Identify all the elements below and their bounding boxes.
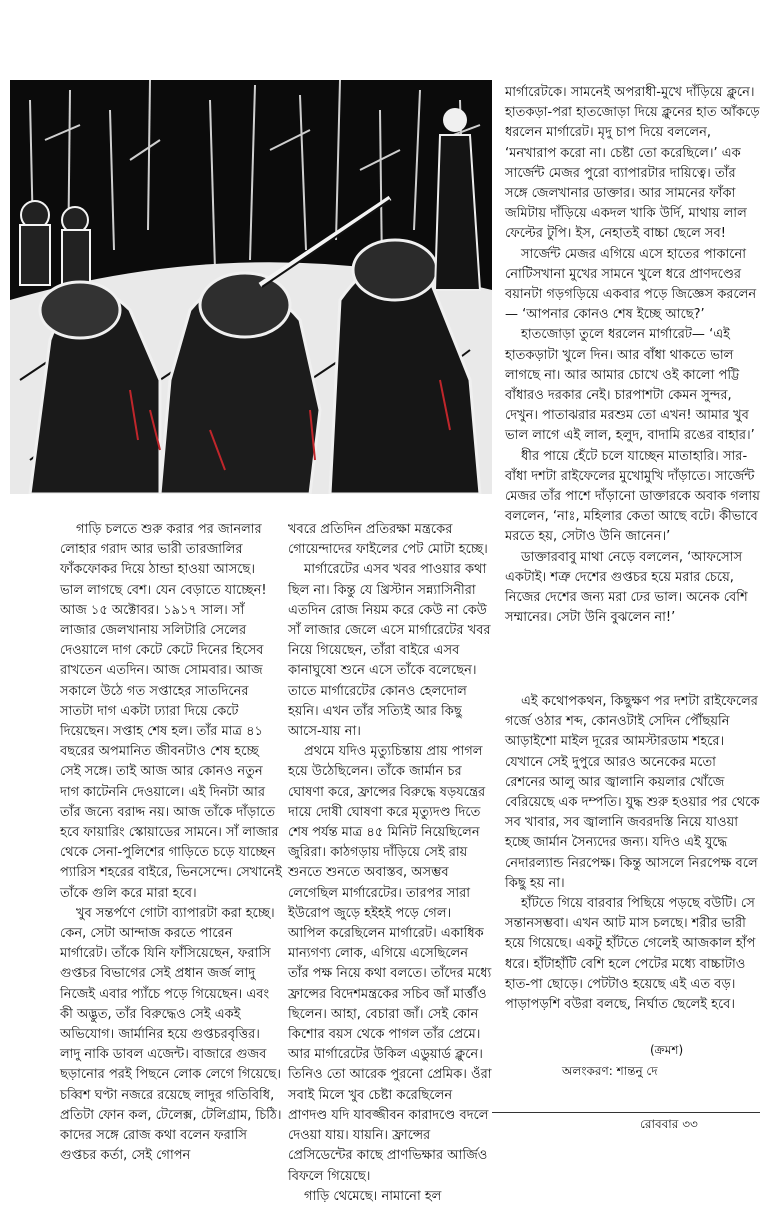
paragraph: খবরে প্রতিদিন প্রতিরক্ষা মন্ত্রকের গোয়েন্দাদের ফাইলের পেট মোটা হচ্ছে।	[288, 522, 488, 558]
paragraph: মার্গারেটকে। সামনেই অপরাধী-মুখে দাঁড়িয়ে ক্লুনে। হাতকড়া-পরা হাতজোড়া দিয়ে ক্লুনের হাত আঁকড়ে ধরলেন মার্গারেট। মৃদু চাপ দিয়ে বললেন, ‘মনখারাপ করো না। চেষ্টা তো করেছিলে।’ এক সার্জেন্ট মেজর পুরো ব্যাপারটার দায়িত্বে। তাঁর সঙ্গে জেলখানার ডাক্তার। আর সামনের ফাঁকা জমিটায় দাঁড়িয়ে একদল খাকি উর্দি, মাথায় লাল ফেল্টের টুপি। ইস, নেহাতই বাচ্চা ছেলে সব!	[505, 85, 760, 242]
illustration-drawing	[10, 80, 492, 494]
paragraph: গাড়ি চলতে শুরু করার পর জানলার লোহার গরাদ আর ভারী তারজালির ফাঁকফোকর দিয়ে ঠান্ডা হাওয়া আসছে। ভাল লাগছে বেশ। যেন বেড়াতে যাচ্ছেন! আজ ১৫ অক্টোবর। ১৯১৭ সাল। সাঁ লাজার জেলখানায় সলিটারি সেলের দেওয়ালে দাগ কেটে কেটে দিনের হিসেব রাখতেন এতদিন। আজ সোমবার। আজ সকালে উঠে গত সপ্তাহের সাতদিনের সাতটা দাগ একটা ঢ্যারা দিয়ে কেটে দিয়েছেন। সপ্তাহ শেষ হল। তাঁর মাত্র ৪১ বছরের অপমানিত জীবনটাও শেষ হচ্ছে সেই সঙ্গে। তাই আজ আর কোনও নতুন দাগ কাটেননি দেওয়ালে। এই দিনটা আর তাঁর জন্যে বরাদ্দ নয়। আজ তাঁকে দাঁড়াতে হবে ফায়ারিং স্কোয়াডের সামনে। সাঁ লাজার থেকে সেনা-পুলিশের গাড়িতে চড়ে যাচ্ছেন প্যারিস শহরের বাইরে, ভিনসেন্দে। সেখানেই তাঁকে গুলি করে মারা হবে।	[60, 522, 282, 901]
column-one	[60, 520, 282, 1167]
right-column-bottom	[505, 692, 760, 1015]
paragraph: মার্গারেটের এসব খবর পাওয়ার কথা ছিল না। কিন্তু যে খ্রিস্টান সন্ন্যাসিনীরা এতদিন রোজ নিয়ম করে কেউ না কেউ সাঁ লাজার জেলে এসে মার্গারেটের খবর নিয়ে গিয়েছেন, তাঁরা বাইরে এসব কানাঘুষো শুনে এসে তাঁকে বলেছেন। তাতে মার্গারেটের কোনও হেলদোল হয়নি। এখন তাঁর সত্যিই আর কিছু আসে-যায় না।	[288, 562, 491, 740]
page-folio: রোববার ৩৩	[640, 1117, 698, 1131]
paragraph: ডাক্তারবাবু মাথা নেড়ে বললেন, ‘আফসোস একটাই। শত্রু দেশের গুপ্তচর হয়ে মরার চেয়ে, নিজের দেশের জন্য মরা ঢের ভাল। অনেক বেশি সম্মানের। সেটা উনি বুঝলেন না!’	[505, 549, 748, 626]
paragraph: প্রথমে যদিও মৃত্যুচিন্তায় প্রায় পাগল হয়ে উঠেছিলেন। তাঁকে জার্মান চর ঘোষণা করে, ফ্রান্সের বিরুদ্ধে ষড়যন্ত্রের দায়ে দোষী ঘোষণা করে মৃত্যুদণ্ড দিতে শেষ পর্যন্ত মাত্র ৪৫ মিনিট নিয়েছিলেন জুরিরা। কাঠগড়ায় দাঁড়িয়ে সেই রায় শুনতে শুনতে অবাস্তব, অসম্ভব লেগেছিল মার্গারেটের। তারপর সারা ইউরোপ জুড়ে হইহই পড়ে গেল। আপিল করেছিলেন মার্গারেট। একাধিক মান্যগণ্য লোক, এগিয়ে এসেছিলেন তাঁর পক্ষ নিয়ে কথা বলতে। তাঁদের মধ্যে ফ্রান্সের বিদেশমন্ত্রকের সচিব জাঁ মার্ত্তাঁও ছিলেন। আহা, বেচারা জাঁ। সেই কোন কিশোর বয়স থেকে পাগল তাঁর প্রেমে। আর মার্গারেটের উকিল এডুয়ার্ড ক্লুনে। তিনিও তো আরেক পুরনো প্রেমিক। ওঁরা সবাই মিলে খুব চেষ্টা করেছিলেন প্রাণদণ্ড যদি যাবজ্জীবন কারাদণ্ডে বদলে দেওয়া যায়। যায়নি। ফ্রান্সের প্রেসিডেন্টের কাছে প্রাণভিক্ষার আর্জিও বিফলে গিয়েছে।	[288, 744, 492, 1184]
to-be-continued-note: (ক্রমশ)	[650, 1043, 684, 1057]
paragraph: সার্জেন্ট মেজর এগিয়ে এসে হাতের পাকানো নোটিসখানা মুখের সামনে খুলে ধরে প্রাণদণ্ডের বয়ানটা গড়গড়িয়ে একবার পড়ে জিজ্ঞেস করলেন— ‘আপনার কোনও শেষ ইচ্ছে আছে?’	[505, 246, 757, 323]
firing-squad-illustration	[10, 80, 492, 494]
paragraph: ধীর পায়ে হেঁটে চলে যাচ্ছেন মাতাহারি। সার-বাঁধা দশটা রাইফেলের মুখোমুখি দাঁড়াতে। সার্জেন্ট মেজর তাঁর পাশে দাঁড়ানো ডাক্তারকে অবাক গলায় বললেন, ‘নাঃ, মহিলার কেতা আছে বটে। কীভাবে মরতে হয়, সেটাও উনি জানেন।’	[505, 448, 760, 545]
column-two	[288, 520, 492, 1207]
paragraph: হাঁটতে গিয়ে বারবার পিছিয়ে পড়ছে বউটি। সে সন্তানসম্ভবা। এখন আট মাস চলছে। শরীর ভারী হয়ে গিয়েছে। একটু হাঁটতে গেলেই আজকাল হাঁপ ধরে। হাঁটাহাঁটি বেশি হলে পেটের মধ্যে বাচ্চাটাও হাত-পা ছোড়ে। পেটটাও হয়েছে এই এত বড়। পাড়াপড়শি বউরা বলছে, নির্ঘাত ছেলেই হবে।	[505, 896, 756, 1013]
right-column-top	[505, 83, 760, 628]
paragraph: এই কথোপকথন, কিছুক্ষণ পর দশটা রাইফেলের গর্জে ওঠার শব্দ, কোনওটাই সেদিন পৌঁছয়নি আড়াইশো মাইল দূরের আমস্টারডাম শহরে। যেখানে সেই দুপুরে আরও অনেকের মতো রেশনের আলু আর জ্বালানি কয়লার খোঁজে বেরিয়েছে এক দম্পতি। যুদ্ধ শুরু হওয়ার পর থেকে সব খাবার, সব জ্বালানি জবরদস্তি নিয়ে যাওয়া হচ্ছে জার্মান সৈন্যদের জন্য। যদিও এই যুদ্ধে নেদারল্যান্ড নিরপেক্ষ। কিন্তু আসলে নিরপেক্ষ বলে কিছু হয় না।	[505, 694, 760, 891]
paragraph: খুব সন্তর্পণে গোটা ব্যাপারটা করা হচ্ছে। কেন, সেটা আন্দাজ করতে পারেন মার্গারেট। তাঁকে যিনি ফাঁসিয়েছেন, ফরাসি গুপ্তচর বিভাগের সেই প্রধান জর্জ লাদু নিজেই এবার প্যাঁচে পড়ে গিয়েছেন। এবং কী অদ্ভুত, তাঁর বিরুদ্ধেও সেই একই অভিযোগ। জার্মানির হয়ে গুপ্তচরবৃত্তির। লাদু নাকি ডাবল এজেন্ট। বাজারে গুজব ছড়ানোর পরই পিছনে লোক লেগে গিয়েছে। চব্বিশ ঘণ্টা নজরে রয়েছে লাদুর গতিবিধি, প্রতিটা ফোন কল, টেলেক্স, টেলিগ্রাম, চিঠি। কাদের সঙ্গে রোজ কথা বলেন ফরাসি গুপ্তচর কর্তা, সেই গোপন	[60, 905, 282, 1164]
paragraph: গাড়ি থেমেছে। নামানো হল	[304, 1188, 442, 1204]
illustration-credit: অলংকরণ: শান্তনু দে	[562, 1064, 658, 1078]
paragraph: হাতজোড়া তুলে ধরলেন মার্গারেট— ‘এই হাতকড়াটা খুলে দিন। আর বাঁধা থাকতে ভাল লাগছে না। আর আমার চোখে ওই কালো পট্টি বাঁধারও দরকার নেই। চারপাশটা কেমন সুন্দর, দেখুন। পাতাঝরার মরশুম তো এখন! আমার খুব ভাল লাগে এই লাল, হলুদ, বাদামি রঙের বাহার।’	[505, 327, 755, 444]
footer-divider	[492, 1112, 760, 1113]
